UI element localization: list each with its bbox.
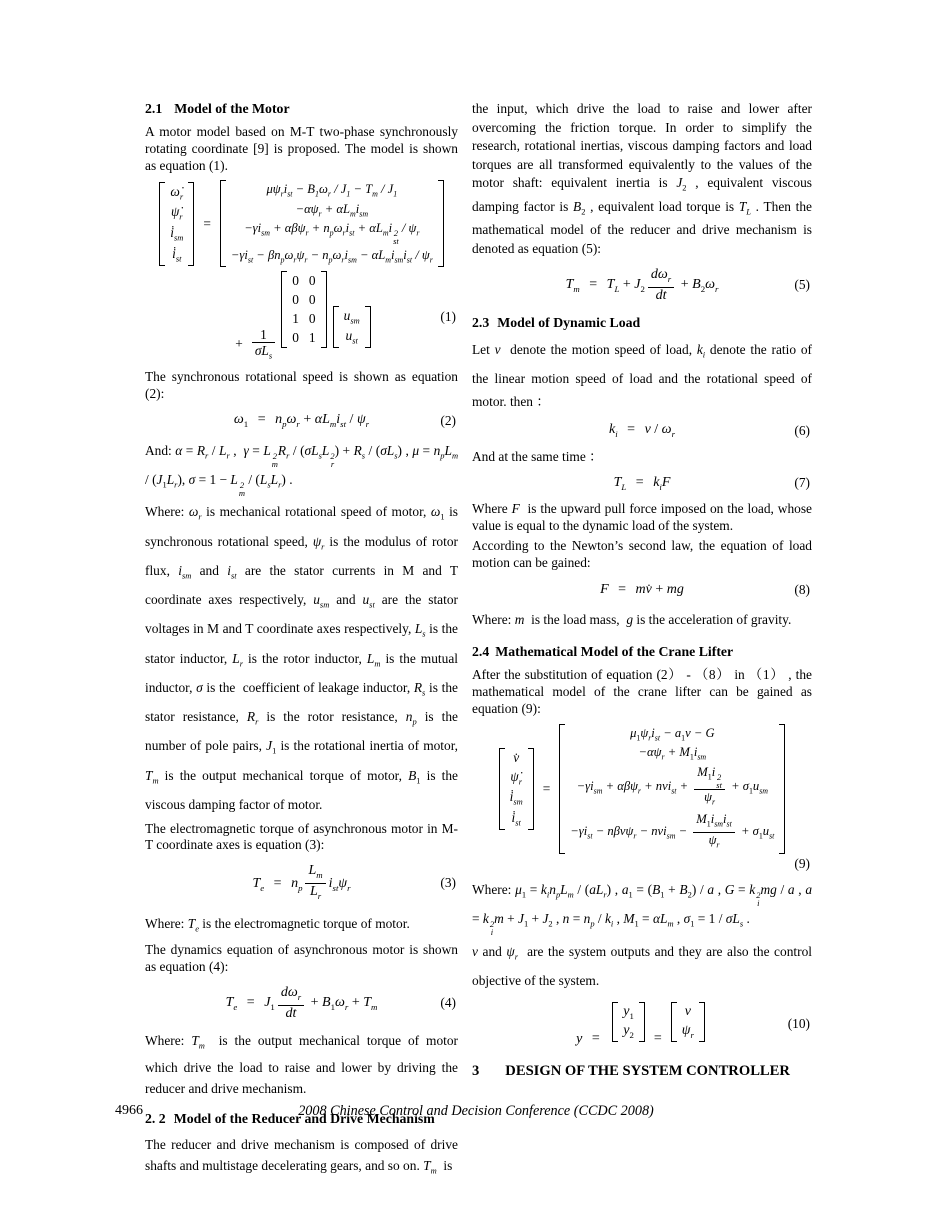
equation-number: (6): [794, 422, 810, 438]
body-paragraph: The synchronous rotational speed is shown as equation (2):: [145, 369, 458, 401]
section-number: 2.4: [472, 644, 490, 660]
equation-2: [145, 410, 458, 432]
section-heading-3: [472, 1063, 812, 1080]
equation-9: [472, 724, 812, 873]
section-title: Model of the Reducer and Drive Mechanism: [173, 1110, 435, 1126]
equation-6: [472, 420, 812, 442]
equation-number: (9): [794, 856, 810, 872]
right-column: [472, 100, 812, 1080]
equation-9-body: v̇ $\psi̇_r$ $i̇_{sm}$ $i̇_{st}$ = $\mu_1\psi_ri_{st} - a_1v - G$ $-\alpha\psi_r + M_1i_{sm}$ $-\gamma i_{sm} + \alpha\beta\psi_r + nvi_{st}$ + $M_1i$ 2 st $\psi_r$ + $\sigma_1u_{sm}$ $-\gamma i_{st} - n\beta v\psi_r - nvi_{sm}$ − $\frac{M_1i_{sm}i_{st}}{\psi_r}$ + $\sigma_1u_{st}$: [472, 724, 812, 855]
body-paragraph: Where: $\omega_r$ is mechanical rotational speed of motor, $\omega_1$ is synchronous rotational speed, $\psi_r$ is the modulus of rotor flux, $i_{sm}$ and $i_{st}$ are the stator currents in M and T coordinate axes respectively, $u_{sm}$ and $u_{st}$ are the stator voltages in M and T coordinate axes respectively, $L_s$ is the stator inductor, $L_r$ is the rotor inductor, $L_m$ is the mutual inductor, σ is the coefficient of leakage inductor, $R_s$ is the stator resistance, $R_r$ is the rotor resistance, $n_p$ is the number of pole pairs, $J_1$ is the rotational inertia of motor, $T_m$ is the output mechanical torque of motor, $B_1$ is the viscous damping factor of motor.: [145, 504, 458, 812]
section-title: Model of the Motor: [174, 101, 290, 116]
section-heading-2-1: [145, 100, 458, 117]
equation-2-body: $\omega_1 = n_p\omega_r + \alpha L_mi_{st} / \psi_r$: [233, 412, 370, 430]
body-paragraph: Where F is the upward pull force imposed on the load, whose value is equal to the dynamic load of the system.: [472, 501, 813, 534]
section-title: DESIGN OF THE SYSTEM CONTROLLER: [505, 1063, 790, 1080]
section-number: 2.3: [472, 314, 490, 330]
body-paragraph: v and $\psi_r$ are the system outputs and they are also the control objective of the system.: [472, 943, 812, 988]
equation-7-body: $T_L = k_iF$: [613, 474, 671, 492]
equation-5: [472, 267, 812, 303]
body-paragraph: Where: m is the load mass, g is the acceleration of gravity.: [472, 611, 792, 627]
equation-number: (3): [440, 875, 456, 891]
equation-number: (7): [794, 475, 810, 491]
equation-7: [472, 472, 812, 494]
equation-number: (8): [794, 581, 810, 597]
equation-5-body: $T_m = T_L + J_2$ $\frac{d\omega_r}{dt}$ + $B_2\omega_r$: [565, 267, 719, 303]
section-title: Model of Dynamic Load: [497, 314, 641, 330]
conference-title: 2008 Chinese Control and Decision Conference (CCDC 2008): [298, 1103, 654, 1119]
equation-4: [145, 985, 458, 1021]
section-number: 2.1: [145, 101, 163, 116]
body-paragraph: The dynamics equation of asynchronous motor is shown as equation (4):: [145, 942, 458, 975]
equation-3-body: $T_e = n_p$ $\frac{L_m}{L_r}$ $i_{st}\psi_r$: [252, 863, 351, 901]
equation-10-body: y = $y_1$ $y_2$ = v $\psi_r$: [576, 1002, 708, 1048]
body-paragraph: After the substitution of equation (2） - （8） in （1） , the mathematical model of the crane lifter can be gained as equation (9):: [472, 667, 812, 716]
body-paragraph: The electromagnetic torque of asynchronous motor in M-T coordinate axes is equation (3):: [145, 820, 458, 853]
page-footer: [0, 1103, 952, 1127]
equation-4-body: $T_e = J_1$ $\frac{d\omega_r}{dt}$ + $B_1\omega_r + T_m$: [225, 985, 378, 1021]
equation-number: (2): [440, 412, 456, 428]
body-paragraph: Let v denote the motion speed of load, $k_i$ denote the ratio of the linear motion speed of load and the rotational speed of motor. then ：: [472, 341, 812, 409]
section-number: 3: [472, 1063, 480, 1080]
equation-3: [145, 863, 458, 904]
equation-1-line2-body: + $\frac{1}{\sigma L_s}$ 0 0 0 0 1 0 0 1 $u_{sm}$ $u_{st}$: [229, 271, 373, 363]
equation-1-line1: $\omegȧ_r$ $\psi̇_r$ $i̇_{sm}$ $i̇_{st}$ = $\mu\psi_ri_{st} - B_1\omega_r / J_1 - T_m / J_1$ $-\alpha\psi_r + \alpha L_mi_{sm}$ $-\gamma i_{sm} + \alpha\beta\psi_r + n_p\omega_ri_{st} + \alpha L_mi$ 2 st / $\psi_r$ $-\gamma i_{st} - \beta n_p\omega_r\psi_r - n_p\omega_ri_{sm} - \alpha L_mi_{sm}i_{st} / \psi_r$: [145, 180, 458, 267]
equation-10: [472, 1002, 812, 1048]
body-paragraph: Where: $T_e$ is the electromagnetic torque of motor.: [145, 915, 410, 934]
section-number: 2. 2: [145, 1110, 166, 1126]
body-paragraph: The reducer and drive mechanism is composed of drive shafts and multistage decelerating gears, and so on. $T_m$ is: [145, 1136, 458, 1176]
left-column: [145, 100, 458, 1184]
equation-8: [472, 579, 812, 601]
body-paragraph: According to the Newton’s second law, the equation of load motion can be gained:: [472, 537, 812, 570]
body-paragraph: A motor model based on M-T two-phase synchronously rotating coordinate [9] is proposed. The model is shown as equation (1).: [145, 124, 458, 173]
page-number: 4966: [115, 1103, 143, 1118]
equation-1-line2: [145, 271, 458, 363]
body-paragraph: And: $\alpha = R_r / L_r$ , γ = L 2 m $R_r / (\sigma L_sL$ 2 r ) + $R_s / (\sigma L_s)$ , $\mu = n_pL_m / (J_1L_r)$, σ = 1 − L 2 m / $(L_sL_r)$ .: [145, 442, 459, 499]
section-title: Mathematical Model of the Crane Lifter: [495, 644, 734, 660]
body-paragraph: Where: $T_m$ is the output mechanical torque of motor which drive the load to raise and lower by driving the reducer and drive mechanism.: [145, 1032, 459, 1096]
equation-number: (4): [440, 994, 456, 1010]
section-heading-2-3: [472, 314, 812, 331]
equation-number: (5): [794, 276, 810, 292]
equation-1: [145, 180, 458, 363]
body-paragraph: And at the same time ：: [472, 448, 603, 464]
equation-number: (1): [440, 309, 456, 325]
equation-number: (10): [787, 1016, 810, 1032]
body-paragraph: the input, which drive the load to raise and lower after overcoming the friction torque. In order to simplify the research, rotational inertias, viscous damping factors and load torques are all transformed equivalently to the values of the motor shaft: equivalent inertia is $J_2$ , equivalent viscous damping factor is $B_2$ , equivalent load torque is $T_L$ . Then the mathematical model of the reducer and drive mechanism is denoted as equation (5):: [472, 101, 812, 256]
equation-6-body: $k_i = v / \omega_r$: [608, 422, 675, 439]
body-paragraph: Where: $\mu_1 = k_in_pL_m / (aL_r)$ , $a_1 = (B_1 + B_2) / a$ , G = k 2 i mg / a , a = k 2 i $m + J_1 + J_2$ , $n = n_p / k_i$ , $M_1 = \alpha L_m$ , $\sigma_1 = 1 / \sigma L_s$ .: [472, 882, 813, 938]
section-heading-2-4: [472, 643, 812, 660]
equation-8-body: F = mv̇ + mg: [600, 581, 684, 597]
